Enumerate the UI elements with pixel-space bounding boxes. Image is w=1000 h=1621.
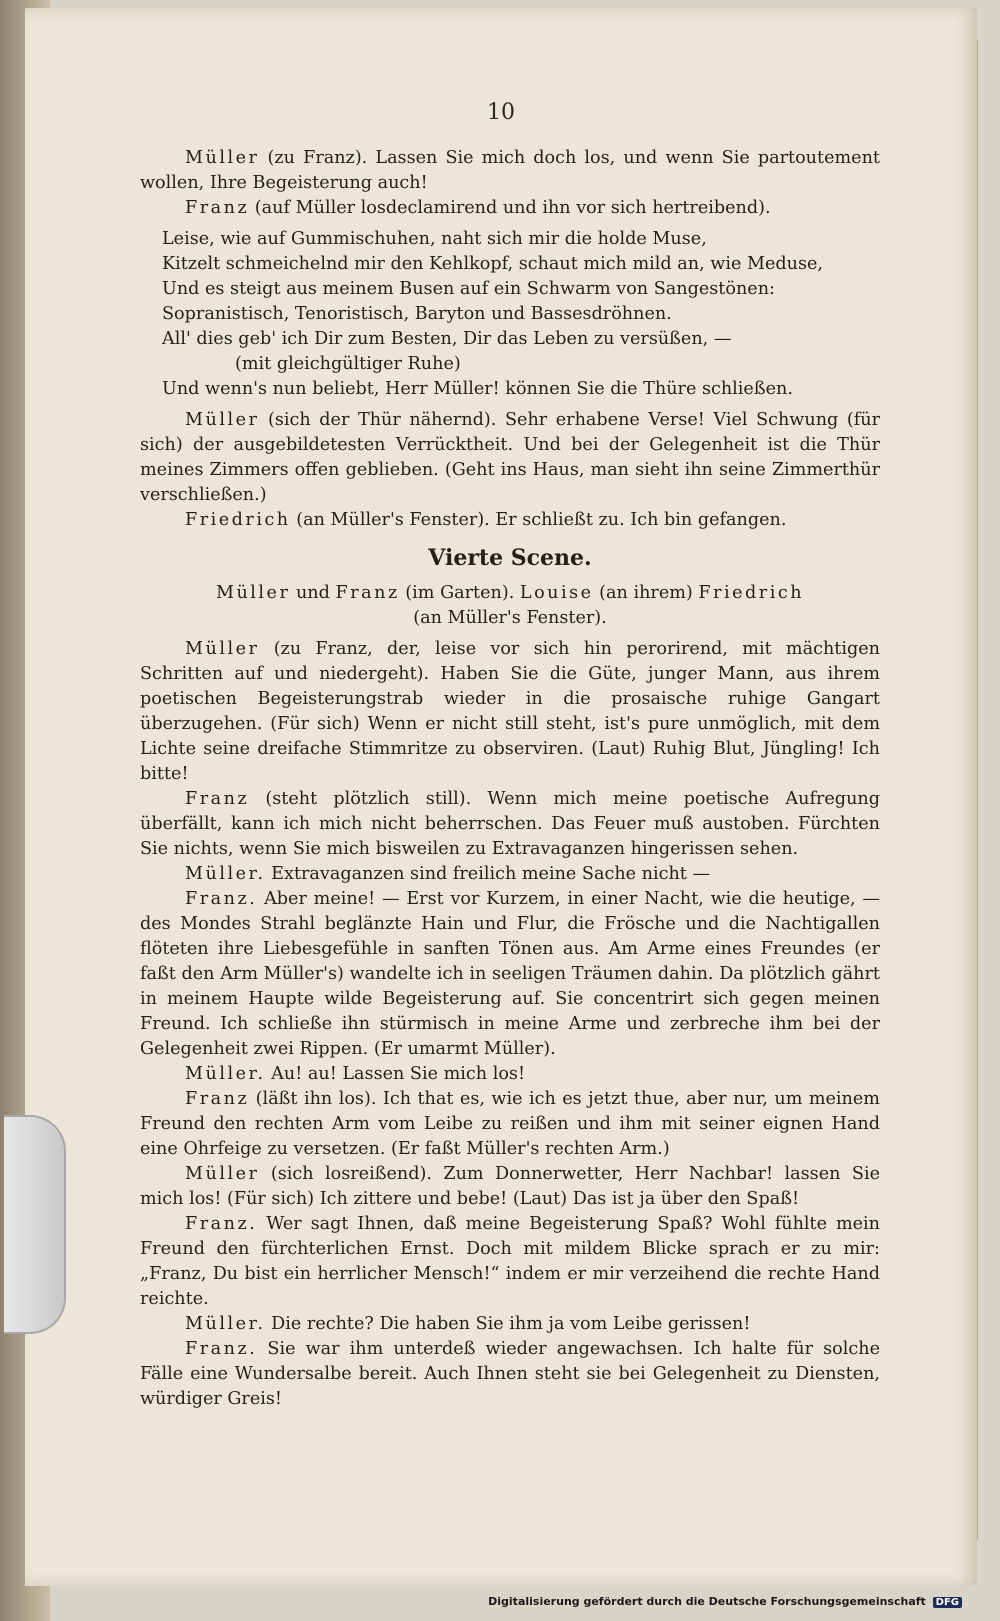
- paragraph-3: [140, 408, 880, 508]
- dfg-logo: DFG: [933, 1597, 962, 1608]
- dialogue: Wer sagt Ihnen, daß meine Begeisterung Spaß? Wohl fühlte mein Freund den fürchterlichen Ernst. Doch mit mildem Blicke sprach er zu mir: „Franz, Du bist ein herrlicher Mensch!“ indem er mir verzeihend die rechte Hand reichte.: [140, 1214, 880, 1309]
- dialogue: (läßt ihn los). Ich that es, wie ich es jetzt thue, aber nur, um meinem Freund den rechten Arm vom Leibe zu reißen und ihm mit seiner eignen Hand eine Ohrfeige zu versetzen. (Er faßt Müller's rechten Arm.): [140, 1089, 880, 1159]
- credit-text: Digitalisierung gefördert durch die Deutsche Forschungsgemeinschaft: [488, 1595, 926, 1608]
- paragraph-10: [140, 1087, 880, 1162]
- paragraph-6: [140, 787, 880, 862]
- dialogue: (sich der Thür nähernd). Sehr erhabene Verse! Viel Schwung (für sich) der ausgebildetesten Verrücktheit. Und bei der Gelegenheit ist die Thür meines Zimmers offen geblieben. (Geht ins Haus, man sieht ihn seine Zimmerthür verschließen.): [140, 410, 880, 505]
- speaker: Franz: [185, 198, 250, 218]
- speaker: Friedrich: [185, 510, 291, 530]
- cast-text: (an ihrem): [593, 583, 699, 603]
- page-number: 10: [487, 100, 515, 125]
- cast-text: und: [290, 583, 336, 603]
- paragraph-8: [140, 887, 880, 1062]
- speaker: Müller: [185, 410, 260, 430]
- cast-name: Franz: [335, 583, 400, 603]
- speaker: Müller.: [185, 1064, 266, 1084]
- dialogue: (zu Franz, der, leise vor sich hin perorirend, mit mächtigen Schritten auf und niedergeht). Haben Sie die Güte, junger Mann, aus ihrem poetischen Begeisterungstrab wieder in die prosaische ruhige Gangart überzugehen. (Für sich) Wenn er nicht still steht, ist's pure unmöglich, mit dem Lichte seine dreifache Stimmritze zu observiren. (Laut) Ruhig Blut, Jüngling! Ich bitte!: [140, 639, 880, 784]
- page-clip: [4, 1115, 66, 1334]
- speaker: Müller.: [185, 864, 266, 884]
- cast-name: Louise: [519, 583, 594, 603]
- book-page: [25, 8, 977, 1586]
- cast-name: Müller: [215, 583, 291, 603]
- digitization-credit: [488, 1595, 962, 1608]
- paragraph-7: [140, 862, 880, 887]
- paragraph-11: [140, 1162, 880, 1212]
- speaker: Franz: [185, 789, 250, 809]
- scene-heading: Vierte Scene.: [428, 545, 592, 571]
- speaker: Müller.: [185, 1314, 266, 1334]
- dialogue: Au! au! Lassen Sie mich los!: [265, 1064, 526, 1084]
- cast-list: [140, 581, 880, 631]
- stage-direction: (mit gleichgültiger Ruhe): [235, 354, 461, 374]
- verse-line: Leise, wie auf Gummischuhen, naht sich mir die holde Muse,: [162, 229, 707, 249]
- dialogue: (an Müller's Fenster). Er schließt zu. Ich bin gefangen.: [290, 510, 787, 530]
- verse-line: Sopranistisch, Tenoristisch, Baryton und Bassesdröhnen.: [162, 304, 672, 324]
- speaker: Franz: [185, 1089, 250, 1109]
- paragraph-14: [140, 1337, 880, 1412]
- paragraph-4: [140, 508, 880, 533]
- paragraph-5: [140, 637, 880, 787]
- speaker: Müller: [185, 1164, 260, 1184]
- dialogue: Extravaganzen sind freilich meine Sache nicht —: [265, 864, 711, 884]
- cast-text: (an Müller's Fenster).: [413, 608, 607, 628]
- dialogue: Aber meine! — Erst vor Kurzem, in einer Nacht, wie die heutige, — des Mondes Strahl beglänzte Hain und Flur, die Frösche und die Nachtigallen flöteten ihre Liebesgefühle in sanften Tönen aus. Am Arme eines Freundes (er faßt den Arm Müller's) wandelte ich in seeligen Träumen dahin. Da plötzlich gährt in meinem Haupte wilde Begeisterung auf. Sie concentrirt sich gegen meinen Freund. Ich schließe ihn stürmisch in meine Arme und zerbreche ihm bei der Gelegenheit zwei Rippen. (Er umarmt Müller).: [140, 889, 880, 1059]
- paragraph-12: [140, 1212, 880, 1312]
- verse-line: Und es steigt aus meinem Busen auf ein Schwarm von Sangestönen:: [162, 279, 775, 299]
- speaker: Franz.: [185, 1214, 258, 1234]
- dialogue: Die rechte? Die haben Sie ihm ja vom Leibe gerissen!: [265, 1314, 751, 1334]
- verse-line: Kitzelt schmeichelnd mir den Kehlkopf, schaut mich mild an, wie Meduse,: [162, 254, 824, 274]
- dialogue: Sie war ihm unterdeß wieder angewachsen. Ich halte für solche Fälle eine Wundersalbe bereit. Auch Ihnen steht sie bei Gelegenheit zu Diensten, würdiger Greis!: [140, 1339, 880, 1409]
- dialogue: (steht plötzlich still). Wenn mich meine poetische Aufregung überfällt, kann ich mich nicht beherrschen. Das Feuer muß austoben. Fürchten Sie nichts, wenn Sie mich bisweilen zu Extravaganzen hingerissen sehen.: [140, 789, 880, 859]
- dialogue: (zu Franz). Lassen Sie mich doch los, und wenn Sie partoutement wollen, Ihre Begeisterung auch!: [140, 148, 880, 193]
- page-text: [140, 146, 880, 1412]
- speaker: Franz.: [185, 889, 258, 909]
- verse-line: All' dies geb' ich Dir zum Besten, Dir das Leben zu versüßen, —: [162, 329, 732, 349]
- paragraph-2: [140, 196, 880, 221]
- verse-line: Und wenn's nun beliebt, Herr Müller! können Sie die Thüre schließen.: [162, 379, 793, 399]
- paragraph-9: [140, 1062, 880, 1087]
- dialogue: (auf Müller losdeclamirend und ihn vor sich hertreibend).: [249, 198, 771, 218]
- cast-name: Friedrich: [698, 583, 805, 603]
- paragraph-1: [140, 146, 880, 196]
- speaker: Müller: [185, 639, 260, 659]
- cast-text: (im Garten).: [399, 583, 520, 603]
- speaker: Müller: [185, 148, 260, 168]
- dialogue: (sich losreißend). Zum Donnerwetter, Herr Nachbar! lassen Sie mich los! (Für sich) Ich zittere und bebe! (Laut) Das ist ja über den Spaß!: [140, 1164, 880, 1209]
- paragraph-13: [140, 1312, 880, 1337]
- speaker: Franz.: [185, 1339, 258, 1359]
